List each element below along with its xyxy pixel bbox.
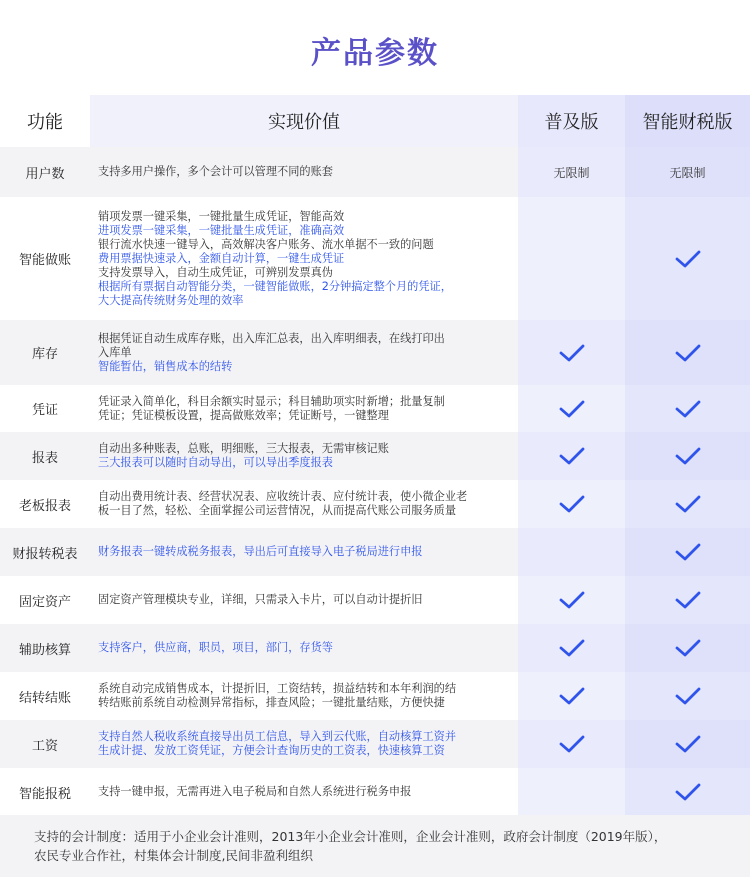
basic-edition-cell bbox=[518, 672, 625, 720]
basic-edition-cell bbox=[518, 147, 625, 197]
description-line: 支持发票导入，自动生成凭证，可辨别发票真伪 bbox=[98, 265, 333, 279]
description-line: 费用票据快速录入，金额自动计算，一键生成凭证 bbox=[98, 251, 345, 265]
check-icon bbox=[559, 494, 585, 514]
feature-name: 固定资产 bbox=[0, 576, 90, 624]
basic-edition-cell bbox=[518, 624, 625, 672]
feature-name: 智能做账 bbox=[0, 197, 90, 320]
smart-edition-cell bbox=[625, 320, 750, 385]
description-line: 凭证；凭证模板设置，提高做账效率；凭证断号，一键整理 bbox=[98, 408, 389, 422]
description-line: 根据所有票据自动智能分类，一键智能做账，2分钟搞定整个月的凭证， bbox=[98, 279, 452, 293]
limit-text: 无限制 bbox=[553, 165, 590, 180]
description-line: 支持自然人税收系统直接导出员工信息，导入到云代账，自动核算工资并 bbox=[98, 730, 457, 743]
check-icon bbox=[675, 399, 701, 419]
smart-edition-cell bbox=[625, 720, 750, 768]
table-row bbox=[0, 385, 750, 432]
basic-edition-cell bbox=[518, 528, 625, 576]
check-icon bbox=[559, 686, 585, 706]
basic-edition-cell bbox=[518, 768, 625, 816]
table-row bbox=[0, 480, 750, 528]
check-icon bbox=[675, 734, 701, 754]
check-icon bbox=[675, 249, 701, 269]
description-line: 智能暂估，销售成本的结转 bbox=[98, 359, 233, 373]
feature-description bbox=[90, 197, 518, 320]
description-line: 凭证录入简单化，科目余额实时显示；科目辅助项实时新增；批量复制 bbox=[98, 394, 445, 408]
basic-edition-cell bbox=[518, 432, 625, 480]
check-icon bbox=[675, 343, 701, 363]
basic-edition-cell bbox=[518, 480, 625, 528]
description-line: 支持客户，供应商，职员，项目，部门，存货等 bbox=[98, 641, 333, 654]
check-icon bbox=[675, 590, 701, 610]
smart-edition-cell bbox=[625, 432, 750, 480]
page-title: 产品参数 bbox=[311, 36, 439, 71]
feature-description bbox=[90, 768, 518, 816]
description-line: 支持一键申报，无需再进入电子税局和自然人系统进行税务申报 bbox=[98, 785, 412, 798]
feature-name: 结转结账 bbox=[0, 672, 90, 720]
basic-edition-cell bbox=[518, 720, 625, 768]
smart-edition-cell bbox=[625, 528, 750, 576]
description-line: 大大提高传统财务处理的效率 bbox=[98, 293, 244, 307]
smart-edition-cell bbox=[625, 197, 750, 320]
feature-name: 老板报表 bbox=[0, 480, 90, 528]
feature-description bbox=[90, 480, 518, 528]
basic-edition-cell bbox=[518, 197, 625, 320]
header-basic-edition: 普及版 bbox=[518, 95, 625, 147]
check-icon bbox=[675, 446, 701, 466]
smart-edition-cell bbox=[625, 576, 750, 624]
limit-text: 无限制 bbox=[669, 165, 706, 180]
feature-description bbox=[90, 672, 518, 720]
description-line: 根据凭证自动生成库存账，出入库汇总表，出入库明细表，在线打印出 bbox=[98, 331, 445, 345]
description-line: 自动出多种账表，总账，明细账，三大报表，无需审核记账 bbox=[98, 442, 389, 455]
table-row bbox=[0, 528, 750, 576]
feature-description bbox=[90, 528, 518, 576]
feature-name: 智能报税 bbox=[0, 768, 90, 816]
check-icon bbox=[559, 734, 585, 754]
check-icon bbox=[675, 494, 701, 514]
smart-edition-cell bbox=[625, 672, 750, 720]
feature-description bbox=[90, 385, 518, 432]
table-header bbox=[0, 95, 750, 147]
description-line: 板一目了然，轻松、全面掌握公司运营情况，从而提高代账公司服务质量 bbox=[98, 504, 457, 517]
feature-name: 财报转税表 bbox=[0, 528, 90, 576]
header-value: 实现价值 bbox=[90, 95, 518, 147]
footer-line-1: 支持的会计制度：适用于小企业会计准则，2013年小企业会计准则，企业会计准则，政府会计制度（2019年版）， bbox=[34, 829, 667, 844]
description-line: 自动出费用统计表、经营状况表、应收统计表、应付统计表，使小微企业老 bbox=[98, 490, 468, 503]
feature-name: 凭证 bbox=[0, 385, 90, 432]
description-line: 进项发票一键采集，一键批量生成凭证，准确高效 bbox=[98, 223, 345, 237]
smart-edition-cell bbox=[625, 768, 750, 816]
header-smart-edition: 智能财税版 bbox=[625, 95, 750, 147]
check-icon bbox=[559, 638, 585, 658]
description-line: 财务报表一键转成税务报表，导出后可直接导入电子税局进行申报 bbox=[98, 545, 423, 558]
check-icon bbox=[675, 542, 701, 562]
table-row bbox=[0, 720, 750, 768]
header-feature: 功能 bbox=[0, 95, 90, 147]
feature-name: 库存 bbox=[0, 320, 90, 385]
smart-edition-cell bbox=[625, 624, 750, 672]
feature-name: 报表 bbox=[0, 432, 90, 480]
feature-description bbox=[90, 432, 518, 480]
table-row bbox=[0, 768, 750, 816]
smart-edition-cell bbox=[625, 147, 750, 197]
table-row bbox=[0, 576, 750, 624]
check-icon bbox=[675, 782, 701, 802]
description-line: 生成计提、发放工资凭证，方便会计查询历史的工资表，快速核算工资 bbox=[98, 744, 445, 757]
smart-edition-cell bbox=[625, 480, 750, 528]
basic-edition-cell bbox=[518, 320, 625, 385]
feature-description bbox=[90, 147, 518, 197]
feature-description bbox=[90, 320, 518, 385]
table-row bbox=[0, 432, 750, 480]
table-row bbox=[0, 197, 750, 320]
basic-edition-cell bbox=[518, 385, 625, 432]
table-row bbox=[0, 624, 750, 672]
footer-line-2: 农民专业合作社，村集体会计制度,民间非盈利组织 bbox=[34, 848, 313, 863]
description-line: 银行流水快速一键导入，高效解决客户账务、流水单据不一致的问题 bbox=[98, 237, 434, 251]
feature-name: 工资 bbox=[0, 720, 90, 768]
check-icon bbox=[559, 399, 585, 419]
feature-description bbox=[90, 576, 518, 624]
description-line: 入库单 bbox=[98, 345, 132, 359]
check-icon bbox=[559, 343, 585, 363]
description-line: 三大报表可以随时自动导出，可以导出季度报表 bbox=[98, 456, 333, 469]
description-line: 系统自动完成销售成本，计提折旧，工资结转，损益结转和本年利润的结 bbox=[98, 682, 457, 695]
feature-name: 用户数 bbox=[0, 147, 90, 197]
feature-description bbox=[90, 720, 518, 768]
check-icon bbox=[559, 446, 585, 466]
check-icon bbox=[559, 590, 585, 610]
check-icon bbox=[675, 638, 701, 658]
smart-edition-cell bbox=[625, 385, 750, 432]
description-line: 支持多用户操作，多个会计可以管理不同的账套 bbox=[98, 165, 333, 178]
description-line: 固定资产管理模块专业，详细，只需录入卡片，可以自动计提折旧 bbox=[98, 593, 423, 606]
supported-standards-note bbox=[0, 815, 750, 877]
table-row bbox=[0, 147, 750, 197]
feature-name: 辅助核算 bbox=[0, 624, 90, 672]
table-row bbox=[0, 672, 750, 720]
table-row bbox=[0, 320, 750, 385]
check-icon bbox=[675, 686, 701, 706]
basic-edition-cell bbox=[518, 576, 625, 624]
description-line: 转结账前系统自动检测异常指标，排查风险；一键批量结账，方便快捷 bbox=[98, 696, 445, 709]
feature-description bbox=[90, 624, 518, 672]
description-line: 销项发票一键采集，一键批量生成凭证，智能高效 bbox=[98, 209, 345, 223]
